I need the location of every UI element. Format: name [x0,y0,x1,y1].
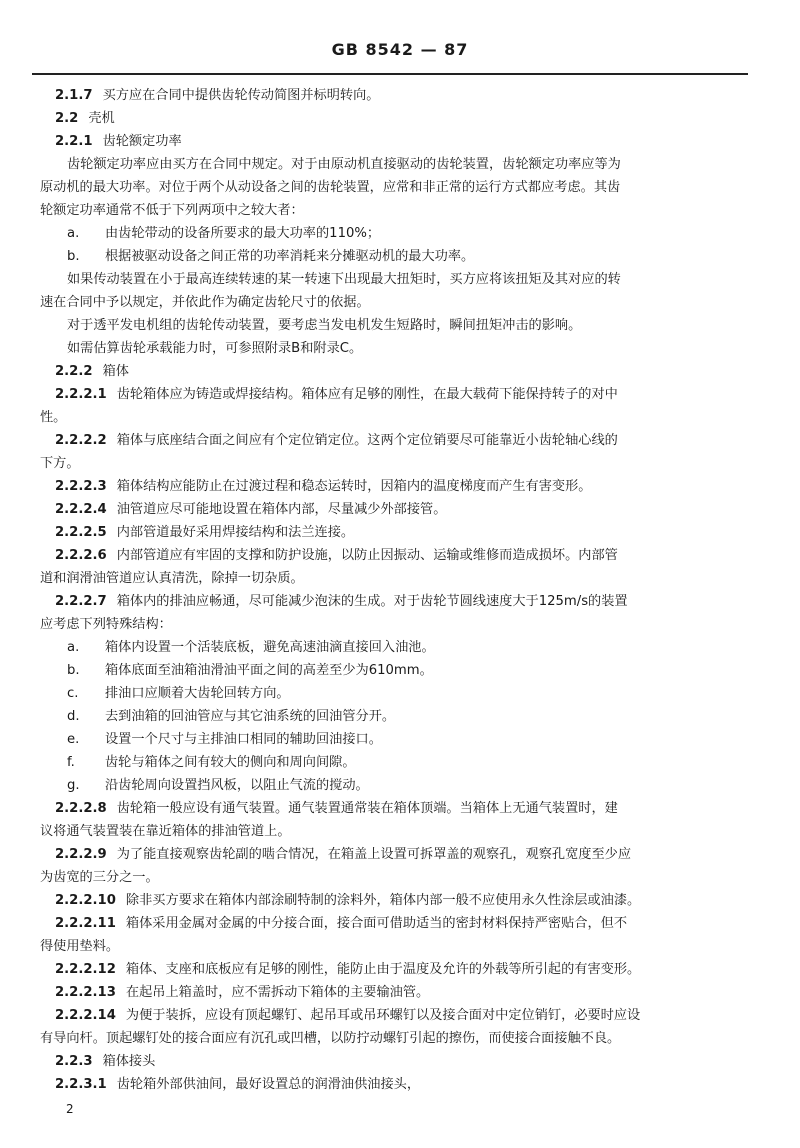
clause-line [40,705,748,728]
clause-number: 2.2.2.4 [55,502,107,517]
line-text: 沿齿轮周向设置挡风板，以阻止气流的搅动。 [105,778,369,793]
paragraph-line [40,314,748,337]
clause-line [40,544,748,567]
clause-line [40,682,748,705]
line-text: 箱体与底座结合面之间应有个定位销定位。这两个定位销要尽可能靠近小齿轮轴心线的 [116,433,618,448]
line-text: 箱体 [102,364,129,379]
clause-line [40,107,748,130]
paragraph-continuation-line [40,291,748,314]
clause-number: 2.2.2.6 [55,548,107,563]
paragraph-line [40,268,748,291]
clause-line [40,797,748,820]
line-text: 箱体内设置一个活装底板，避免高速油滴直接回入油池。 [105,640,435,655]
paragraph-continuation-line [40,820,748,843]
clause-line [40,774,748,797]
clause-number: 2.2.2.13 [55,985,116,1000]
line-text: 为齿宽的三分之一。 [40,870,159,885]
clause-line [40,728,748,751]
clause-line [40,751,748,774]
line-text: 齿轮箱外部供油间，最好设置总的润滑油供油接头， [116,1077,421,1092]
list-marker: e. [67,732,80,747]
line-text: 如果传动装置在小于最高连续转速的某一转速下出现最大扭矩时，买方应将该扭矩及其对应的转 [67,272,621,287]
list-marker: f. [67,755,75,770]
clause-number: 2.2.2.10 [55,893,116,908]
list-marker: a. [67,226,80,241]
line-text: 内部管道最好采用焊接结构和法兰连接。 [116,525,355,540]
clause-line [40,590,748,613]
line-text: 油管道应尽可能地设置在箱体内部，尽量减少外部接管。 [116,502,447,517]
clause-line [40,222,748,245]
list-marker: a. [67,640,80,655]
clause-number: 2.2.2.8 [55,801,107,816]
line-text: 箱体内的排油应畅通，尽可能减少泡沫的生成。对于齿轮节圆线速度大于125m/s的装置 [116,594,628,609]
clause-number: 2.2.1 [55,134,93,149]
page-number: 2 [66,1102,74,1116]
clause-line [40,521,748,544]
clause-number: 2.2.3 [55,1054,93,1069]
clause-line [40,245,748,268]
paragraph-line [40,153,748,176]
clause-number: 2.2.2.11 [55,916,116,931]
paragraph-continuation-line [40,1027,748,1050]
line-text: 由齿轮带动的设备所要求的最大功率的110%； [105,226,381,241]
paragraph-continuation-line [40,866,748,889]
line-text: 根据被驱动设备之间正常的功率消耗来分摊驱动机的最大功率。 [105,249,475,264]
line-text: 齿轮箱体应为铸造或焊接结构。箱体应有足够的刚性，在最大载荷下能保持转子的对中 [116,387,618,402]
line-text: 为了能直接观察齿轮副的啮合情况，在箱盖上设置可拆罩盖的观察孔，观察孔宽度至少应 [116,847,632,862]
list-marker: g. [67,778,80,793]
line-text: 箱体接头 [102,1054,156,1069]
line-text: 得使用垫料。 [40,939,120,954]
line-text: 为便于装拆，应设有顶起螺钉、起吊耳或吊环螺钉以及接合面对中定位销钉，必要时应设 [125,1008,641,1023]
clause-line [40,1050,748,1073]
page-body [40,84,748,1096]
paragraph-continuation-line [40,935,748,958]
line-text: 齿轮与箱体之间有较大的侧向和周向间隙。 [105,755,356,770]
clause-line [40,383,748,406]
list-marker: b. [67,249,80,264]
clause-number: 2.2.2.5 [55,525,107,540]
clause-number: 2.2.2.1 [55,387,107,402]
clause-line [40,475,748,498]
clause-number: 2.2.3.1 [55,1077,107,1092]
line-text: 有导向杆。顶起螺钉处的接合面应有沉孔或凹槽，以防拧动螺钉引起的擦伤，而使接合面接触不良。 [40,1031,621,1046]
clause-number: 2.2.2.12 [55,962,116,977]
list-marker: b. [67,663,80,678]
line-text: 应考虑下列特殊结构： [40,617,172,632]
line-text: 下方。 [40,456,80,471]
line-text: 排油口应顺着大齿轮回转方向。 [105,686,290,701]
clause-line [40,981,748,1004]
clause-line [40,843,748,866]
line-text: 箱体底面至油箱油滑油平面之间的高差至少为610mm。 [105,663,433,678]
clause-number: 2.2 [55,111,79,126]
clause-line [40,636,748,659]
clause-line [40,889,748,912]
line-text: 议将通气装置装在靠近箱体的排油管道上。 [40,824,291,839]
line-text: 原动机的最大功率。对位于两个从动设备之间的齿轮装置，应常和非正常的运行方式都应考虑。其齿 [40,180,621,195]
clause-number: 2.2.2.3 [55,479,107,494]
clause-line [40,498,748,521]
clause-number: 2.2.2.14 [55,1008,116,1023]
line-text: 性。 [40,410,67,425]
clause-line [40,958,748,981]
line-text: 内部管道应有牢固的支撑和防护设施，以防止因振动、运输或维修而造成损坏。内部管 [116,548,618,563]
list-marker: d. [67,709,80,724]
line-text: 除非买方要求在箱体内部涂刷特制的涂料外，箱体内部一般不应使用永久性涂层或油漆。 [125,893,641,908]
paragraph-continuation-line [40,452,748,475]
clause-line [40,360,748,383]
line-text: 轮额定功率通常不低于下列两项中之较大者： [40,203,304,218]
line-text: 去到油箱的回油管应与其它油系统的回油管分开。 [105,709,396,724]
line-text: 齿轮箱一般应设有通气装置。通气装置通常装在箱体顶端。当箱体上无通气装置时，建 [116,801,618,816]
clause-line [40,1073,748,1096]
clause-number: 2.1.7 [55,88,93,103]
clause-line [40,659,748,682]
line-text: 速在合同中予以规定，并依此作为确定齿轮尺寸的依据。 [40,295,370,310]
page-header: GB 8542 — 87 [331,40,469,59]
line-text: 壳机 [88,111,115,126]
clause-number: 2.2.2.7 [55,594,107,609]
clause-line [40,84,748,107]
line-text: 设置一个尺寸与主排油口相同的辅助回油接口。 [105,732,382,747]
paragraph-continuation-line [40,199,748,222]
clause-line [40,130,748,153]
line-text: 对于透平发电机组的齿轮传动装置，要考虑当发电机发生短路时，瞬间扭矩冲击的影响。 [67,318,582,333]
paragraph-continuation-line [40,613,748,636]
clause-number: 2.2.2 [55,364,93,379]
line-text: 箱体、支座和底板应有足够的刚性，能防止由于温度及允许的外载等所引起的有害变形。 [125,962,641,977]
clause-line [40,912,748,935]
header-rule [32,73,748,75]
paragraph-continuation-line [40,176,748,199]
line-text: 在起吊上箱盖时，应不需拆动下箱体的主要输油管。 [125,985,430,1000]
line-text: 齿轮额定功率 [102,134,182,149]
clause-line [40,1004,748,1027]
clause-number: 2.2.2.2 [55,433,107,448]
line-text: 箱体采用金属对金属的中分接合面，接合面可借助适当的密封材料保持严密贴合，但不 [125,916,628,931]
line-text: 齿轮额定功率应由买方在合同中规定。对于由原动机直接驱动的齿轮装置，齿轮额定功率应等为 [67,157,621,172]
paragraph-continuation-line [40,567,748,590]
list-marker: c. [67,686,79,701]
line-text: 买方应在合同中提供齿轮传动简图并标明转向。 [102,88,380,103]
line-text: 如需估算齿轮承载能力时，可参照附录B和附录C。 [67,341,363,356]
clause-line [40,429,748,452]
line-text: 道和润滑油管道应认真清洗，除掉一切杂质。 [40,571,304,586]
clause-number: 2.2.2.9 [55,847,107,862]
paragraph-line [40,337,748,360]
line-text: 箱体结构应能防止在过渡过程和稳态运转时，因箱内的温度梯度而产生有害变形。 [116,479,592,494]
paragraph-continuation-line [40,406,748,429]
